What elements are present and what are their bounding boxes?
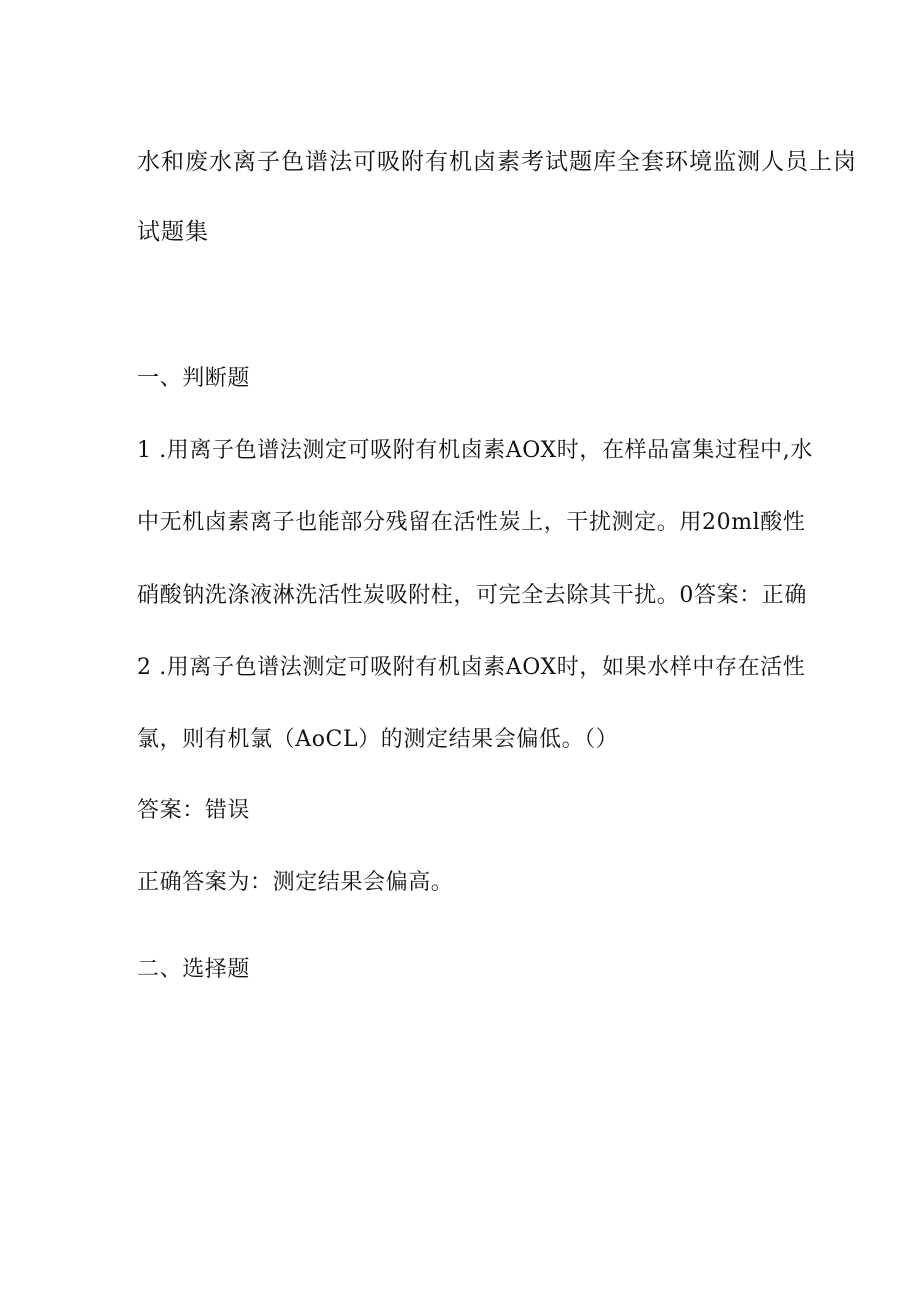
document-title-line-2: 试题集 (137, 219, 209, 245)
question-2-answer: 答案：错误 (137, 798, 251, 823)
question-1-line-1: 1 .用离子色谱法测定可吸附有机卤素AOX时，在样品富集过程中,水 (137, 438, 813, 463)
document-title-line-1: 水和废水离子色谱法可吸附有机卤素考试题库全套环境监测人员上岗 (137, 149, 857, 175)
section-heading-true-false: 一、判断题 (137, 366, 251, 391)
question-2-line-1: 2 .用离子色谱法测定可吸附有机卤素AOX时，如果水样中存在活性 (137, 655, 806, 680)
question-2-line-2: 氯，则有机氯（AoCL）的测定结果会偏低。（） (137, 727, 619, 752)
question-1-line-3: 硝酸钠洗涤液淋洗活性炭吸附柱，可完全去除其干扰。0答案：正确 (137, 583, 807, 608)
section-heading-multiple-choice: 二、选择题 (137, 957, 251, 982)
question-1-line-2: 中无机卤素离子也能部分残留在活性炭上，干扰测定。用20ml酸性 (137, 510, 806, 535)
question-2-correction: 正确答案为：测定结果会偏高。 (137, 870, 454, 895)
